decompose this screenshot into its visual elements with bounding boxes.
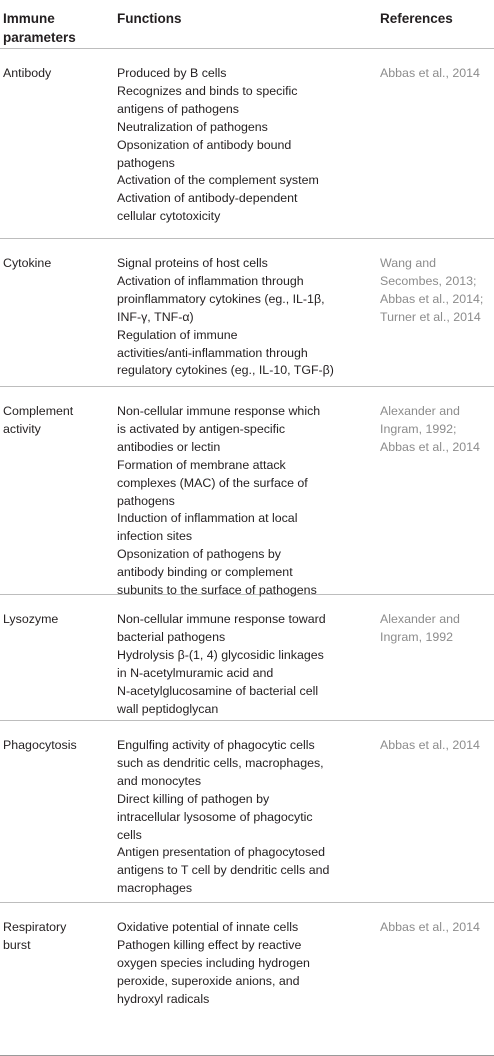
references-text-line: Ingram, 1992; (380, 421, 457, 436)
functions-text-line: in N-acetylmuramic acid and (117, 665, 274, 680)
references-text-line: Alexander and (380, 404, 460, 418)
functions-text-line: Oxidative potential of innate cells (117, 920, 299, 934)
references-cell (377, 737, 494, 902)
table-row (0, 49, 494, 239)
functions-cell (116, 919, 377, 1055)
functions-cell (116, 255, 377, 386)
functions-text-line: Direct killing of pathogen by (117, 791, 270, 806)
parameter-cell (0, 255, 116, 386)
functions-text-line: Recognizes and binds to specific (117, 83, 298, 98)
references-text-line: Abbas et al., 2014 (380, 920, 480, 934)
functions-text-line: intracellular lysosome of phagocytic (117, 809, 313, 824)
references-text-line: Abbas et al., 2014 (380, 439, 480, 454)
functions-cell (116, 65, 377, 238)
parameter-cell (0, 737, 116, 902)
functions-text-line: INF-γ, TNF-α) (117, 309, 194, 324)
parameter-text-line: Phagocytosis (3, 738, 77, 752)
functions-text-line: activities/anti-inflammation through (117, 345, 308, 360)
functions-text-line: wall peptidoglycan (117, 701, 219, 716)
functions-text-line: bacterial pathogens (117, 629, 226, 644)
references-cell (377, 255, 494, 386)
table-row (0, 595, 494, 721)
functions-text-line: Formation of membrane attack (117, 457, 286, 472)
header-functions: Functions (117, 11, 182, 26)
header-immune-parameters (0, 9, 116, 48)
references-text-line: Ingram, 1992 (380, 629, 454, 644)
functions-text-line: macrophages (117, 881, 193, 896)
functions-cell (116, 737, 377, 902)
references-text-line: Abbas et al., 2014 (380, 66, 480, 80)
functions-text-line: regulatory cytokines (eg., IL-10, TGF-β) (117, 363, 334, 378)
table-row (0, 903, 494, 1056)
parameter-text-line: activity (3, 421, 41, 436)
functions-text-line: Regulation of immune (117, 327, 238, 342)
functions-text-line: antibodies or lectin (117, 439, 221, 454)
header-text-line: Immune (3, 11, 55, 26)
functions-text-line: Neutralization of pathogens (117, 119, 268, 134)
parameter-text-line: Complement (3, 404, 74, 418)
functions-text-line: Signal proteins of host cells (117, 256, 268, 270)
table-body (0, 49, 494, 1056)
functions-text-line: Induction of inflammation at local (117, 511, 298, 526)
parameter-text-line: Antibody (3, 66, 52, 80)
functions-text-line: proinflammatory cytokines (eg., IL-1β, (117, 291, 325, 306)
functions-text-line: N-acetylglucosamine of bacterial cell (117, 683, 319, 698)
functions-text-line: complexes (MAC) of the surface of (117, 475, 308, 490)
references-text-line: Wang and (380, 256, 437, 270)
parameter-cell (0, 403, 116, 594)
functions-text-line: pathogens (117, 493, 175, 508)
functions-text-line: Hydrolysis β-(1, 4) glycosidic linkages (117, 647, 324, 662)
parameter-text-line: burst (3, 937, 31, 952)
functions-text-line: Engulfing activity of phagocytic cells (117, 738, 315, 752)
functions-text-line: is activated by antigen-specific (117, 421, 286, 436)
header-references: References (380, 11, 453, 26)
functions-text-line: antigens to T cell by dendritic cells and (117, 863, 330, 878)
parameter-text-line: Cytokine (3, 256, 52, 270)
references-text-line: Abbas et al., 2014; (380, 291, 484, 306)
functions-cell (116, 403, 377, 598)
functions-text-line: antigens of pathogens (117, 101, 239, 116)
functions-text-line: oxygen species including hydrogen (117, 955, 310, 970)
functions-text-line: Activation of antibody-dependent (117, 191, 298, 206)
table-row (0, 387, 494, 598)
table-row (0, 239, 494, 387)
parameter-text-line: Respiratory (3, 920, 67, 934)
functions-text-line: cells (117, 827, 142, 842)
functions-text-line: antibody binding or complement (117, 565, 293, 580)
references-text-line: Alexander and (380, 612, 460, 626)
references-cell (377, 919, 494, 1055)
references-text-line: Turner et al., 2014 (380, 309, 481, 324)
parameter-cell (0, 919, 116, 1055)
functions-text-line: Non-cellular immune response which (117, 404, 321, 418)
functions-text-line: hydroxyl radicals (117, 991, 210, 1006)
functions-text-line: subunits to the surface of pathogens (117, 583, 317, 598)
functions-text-line: Non-cellular immune response toward (117, 612, 326, 626)
functions-text-line: Produced by B cells (117, 66, 227, 80)
functions-text-line: such as dendritic cells, macrophages, (117, 755, 324, 770)
references-text-line: Secombes, 2013; (380, 273, 477, 288)
table-row (0, 721, 494, 903)
functions-text-line: infection sites (117, 529, 193, 544)
functions-text-line: and monocytes (117, 773, 202, 788)
table-header-row (0, 0, 494, 49)
functions-cell (116, 611, 377, 720)
references-cell (377, 403, 494, 594)
header-text-line: parameters (3, 30, 76, 45)
functions-text-line: peroxide, superoxide anions, and (117, 973, 300, 988)
functions-text-line: cellular cytotoxicity (117, 209, 221, 224)
functions-text-line: Activation of inflammation through (117, 273, 304, 288)
parameter-text-line: Lysozyme (3, 612, 59, 626)
functions-text-line: Pathogen killing effect by reactive (117, 937, 302, 952)
functions-text-line: Antigen presentation of phagocytosed (117, 845, 326, 860)
parameter-cell (0, 65, 116, 238)
functions-text-line: Opsonization of pathogens by (117, 547, 281, 562)
functions-text-line: Opsonization of antibody bound (117, 137, 292, 152)
parameter-cell (0, 611, 116, 720)
references-cell (377, 65, 494, 238)
functions-text-line: pathogens (117, 155, 175, 170)
functions-text-line: Activation of the complement system (117, 173, 319, 188)
references-text-line: Abbas et al., 2014 (380, 738, 480, 752)
references-cell (377, 611, 494, 720)
